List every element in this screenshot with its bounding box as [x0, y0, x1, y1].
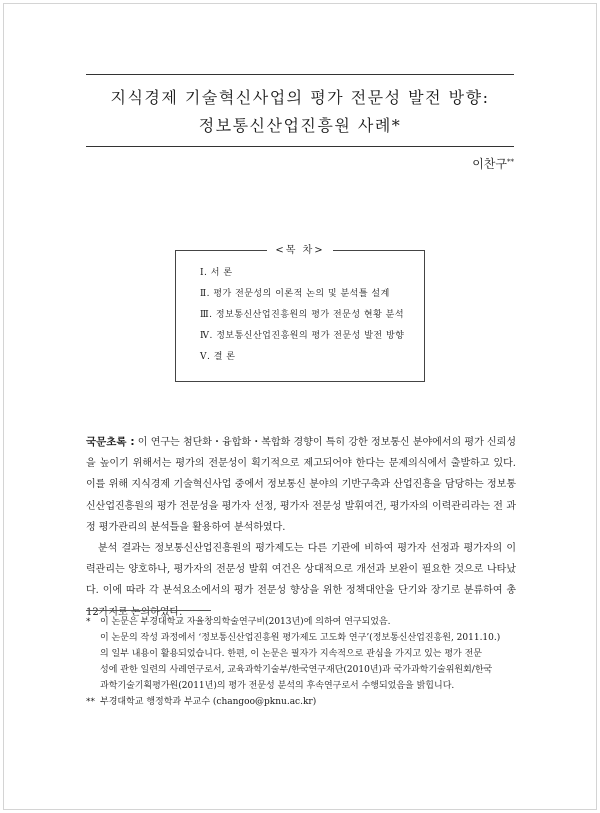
title-line-2: 정보통신산업진흥원 사례* [198, 116, 402, 135]
footnote-1-mark: * [86, 617, 91, 627]
footnote-2 [86, 694, 516, 710]
footnote-1-line: 이 논문의 작성 과정에서 ‘정보통신산업진흥원 평가제도 고도화 연구’(정보통신산업진흥원, 2011.10.) [100, 633, 501, 643]
title-line-1: 지식경제 기술혁신사업의 평가 전문성 발전 방향: [110, 88, 490, 107]
paper-title [86, 84, 514, 140]
toc-heading: <목 차> [0, 238, 600, 257]
footnote-rule [86, 610, 211, 611]
toc-list [200, 263, 404, 368]
footnotes [86, 614, 516, 710]
abstract-label: 국문초록 : [86, 436, 135, 448]
toc-item: Ⅲ. 정보통신산업진흥원의 평가 전문성 현황 분석 [200, 310, 405, 320]
abstract-paragraph-2: 분석 결과는 정보통신산업진흥원의 평가제도는 다른 기관에 비하여 평가자 선정과 평가자의 이력관리는 양호하나, 평가자의 전문성 발휘 여건은 상대적으로 개선과 보완이 필요한 것으로 나타났다. 이에 따라 각 분석요소에서의 평가 전문성 향상을 위한 정책대안을 단기와 장기로 분류하여 총 12가지로 논의하였다. [86, 543, 516, 618]
footnote-1-line: 성에 관한 일련의 사례연구로서, 교육과학기술부/한국연구재단(2010년)과 국가과학기술위원회/한국 [100, 665, 493, 675]
abstract-paragraph-1 [86, 432, 516, 538]
title-bottom-rule [86, 146, 514, 147]
abstract-text-1: 이 연구는 첨단화・융합화・복합화 경향이 특히 강한 정보통신 분야에서의 평가 신뢰성을 높이기 위해서는 평가의 전문성이 획기적으로 제고되어야 한다는 문제의식에서 출발하고 있다. 이를 위해 지식경제 기술혁신사업 중에서 정보통신 분야의 기반구축과 산업진흥을 담당하는 정보통신산업진흥원의 평가 전문성을 평가자 선정, 평가자 전문성 발휘여건, 평가자의 이력관리라는 전 과정 평가관리의 분석틀을 활용하여 분석하였다. [86, 437, 516, 533]
footnote-1 [86, 614, 516, 694]
title-top-rule [86, 74, 514, 75]
author-footnote-mark: ** [507, 158, 514, 166]
footnote-1-line: 이 논문은 부경대학교 자율창의학술연구비(2013년)에 의하여 연구되었음. [100, 617, 391, 627]
author-name: 이찬구 [472, 157, 507, 171]
korean-abstract [86, 432, 516, 623]
toc-item: Ⅴ. 결 론 [200, 352, 236, 362]
footnote-1-line: 의 일부 내용이 활용되었습니다. 한편, 이 논문은 필자가 지속적으로 관심을 가지고 있는 평가 전문 [100, 649, 482, 659]
toc-item: Ⅰ. 서 론 [200, 268, 233, 278]
toc-item: Ⅱ. 평가 전문성의 이론적 논의 및 분석틀 설계 [200, 289, 390, 299]
footnote-2-text: 부경대학교 행정학과 부교수 (changoo@pknu.ac.kr) [100, 697, 317, 707]
toc-item: Ⅳ. 정보통신산업진흥원의 평가 전문성 발전 방향 [200, 331, 405, 341]
footnote-1-line: 과학기술기획평가원(2011년)의 평가 전문성 분석의 후속연구로서 수행되었음을 밝힙니다. [100, 681, 455, 691]
author [472, 155, 514, 172]
footnote-2-mark: ** [86, 697, 95, 707]
